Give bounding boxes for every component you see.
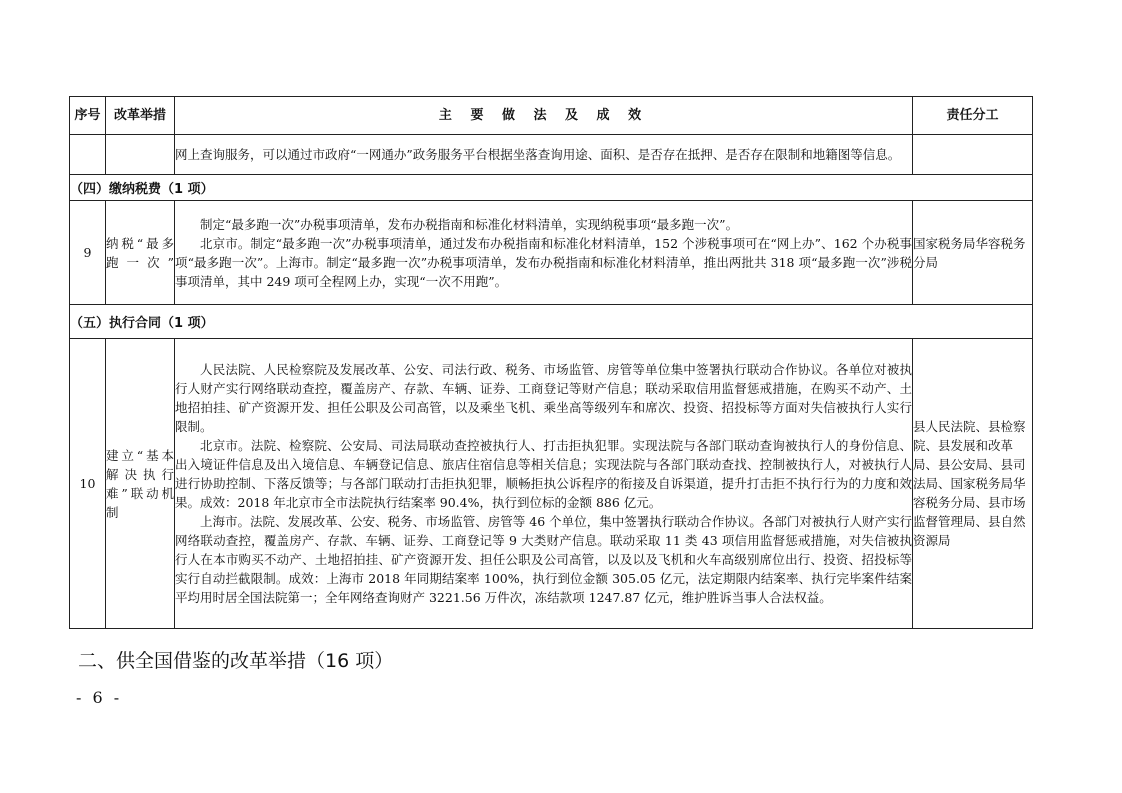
section-row-4	[70, 175, 1033, 201]
table-row-9	[70, 201, 1033, 305]
header-measure: 改革举措	[106, 97, 175, 135]
cell-empty	[70, 135, 106, 175]
row-number: 9	[70, 201, 106, 305]
section-heading-contract: （五）执行合同（1 项）	[70, 305, 1033, 339]
practice-paragraph: 北京市。制定“最多跑一次”办税事项清单，通过发布办税指南和标准化材料清单，152 个涉税事项可在“网上办”、162 个办税事项“最多跑一次”。上海市。制定“最多跑一次”办税事项清单，发布办税指南和标准化材料清单，推出两批共 318 项“最多跑一次”涉税事项清单，其中 249 项可全程网上办，实现“一次不用跑”。	[175, 235, 912, 289]
cell-empty	[106, 135, 175, 175]
header-practice: 主 要 做 法 及 成 效	[175, 97, 913, 135]
table-row-10	[70, 339, 1033, 629]
section-row-5	[70, 305, 1033, 339]
practice-paragraph: 北京市。法院、检察院、公安局、司法局联动查控被执行人、打击拒执犯罪。实现法院与各部门联动查询被执行人的身份信息、出入境证件信息及出入境信息、车辆登记信息、旅店住宿信息等相关信息；实现法院与各部门联动查找、控制被执行人，对被执行人进行协助控制、下落反馈等；与各部门联动打击拒执犯罪，顺畅拒执公诉程序的衔接及自诉渠道，提升打击拒不执行行为的力度和效果。成效：2018 年北京市全市法院执行结案率 90.4%，执行到位标的金额 886 亿元。	[175, 438, 912, 510]
table-header-row	[70, 97, 1033, 135]
cell-empty	[913, 135, 1033, 175]
section-heading-tax: （四）缴纳税费（1 项）	[70, 175, 1033, 201]
section-heading-national: 二、供全国借鉴的改革举措（16 项）	[78, 650, 394, 672]
reform-measure: 建立“基本解决执行难”联动机制	[106, 339, 175, 629]
practice-cell	[175, 201, 913, 305]
reform-measures-table	[69, 96, 1033, 629]
practice-paragraph: 人民法院、人民检察院及发展改革、公安、司法行政、税务、市场监管、房管等单位集中签署执行联动合作协议。各单位对被执行人财产实行网络联动查控，覆盖房产、存款、车辆、证券、工商登记等财产信息；联动采取信用监督惩戒措施，在购买不动产、土地招拍挂、矿产资源开发、担任公职及公司高管，以及乘坐飞机、乘坐高等级列车和席次、投资、招投标等方面对失信被执行人实行限制。	[175, 362, 912, 434]
reform-measure: 纳税“最多跑一次”	[106, 201, 175, 305]
header-responsible: 责任分工	[913, 97, 1033, 135]
page-number: - 6 -	[76, 688, 123, 707]
continued-practice-text: 网上查询服务，可以通过市政府“一网通办”政务服务平台根据坐落查询用途、面积、是否存在抵押、是否存在限制和地籍图等信息。	[175, 147, 901, 162]
responsible-department: 国家税务局华容税务分局	[913, 201, 1033, 305]
header-seq: 序号	[70, 97, 106, 135]
table-row-continued	[70, 135, 1033, 175]
responsible-department: 县人民法院、县检察院、县发展和改革局、县公安局、县司法局、国家税务局华容税务分局、县市场监督管理局、县自然资源局	[913, 339, 1033, 629]
row-number: 10	[70, 339, 106, 629]
practice-cell	[175, 339, 913, 629]
practice-paragraph: 上海市。法院、发展改革、公安、税务、市场监管、房管等 46 个单位，集中签署执行联动合作协议。各部门对被执行人财产实行网络联动查控，覆盖房产、存款、车辆、证券、工商登记等 9 大类财产信息。联动采取 11 类 43 项信用监督惩戒措施，对失信被执行人在本市购买不动产、土地招拍挂、矿产资源开发、担任公职及公司高管，以及以及飞机和火车高级别席位出行、投资、招投标等实行自动拦截限制。成效：上海市 2018 年同期结案率 100%，执行到位金额 305.05 亿元，法定期限内结案率、执行完毕案件结案平均用时居全国法院第一；全年网络查询财产 3221.56 万件次，冻结款项 1247.87 亿元，维护胜诉当事人合法权益。	[175, 514, 912, 605]
practice-paragraph: 制定“最多跑一次”办税事项清单，发布办税指南和标准化材料清单，实现纳税事项“最多跑一次”。	[200, 216, 739, 232]
continued-practice-cell	[175, 135, 913, 175]
